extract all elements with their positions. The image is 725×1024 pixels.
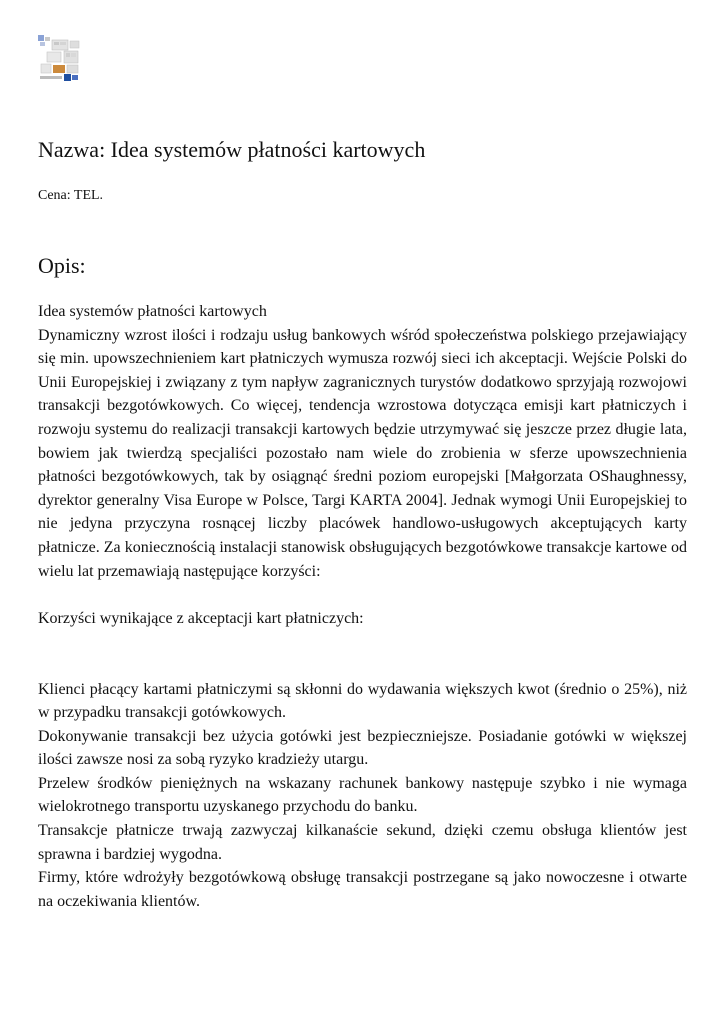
benefit-item: Dokonywanie transakcji bez użycia gotówki jest bezpieczniejsze. Posiadanie gotówki w większej ilości zawsze nosi za sobą ryzyko kradzieży utargu. [38, 727, 687, 769]
benefit-item: Klienci płacący kartami płatniczymi są skłonni do wydawania większych kwot (średnio o 25%), niż w przypadku transakcji gotówkowych. [38, 680, 687, 722]
product-title: Nazwa: Idea systemów płatności kartowych [38, 137, 426, 162]
benefit-item: Transakcje płatnicze trwają zazwyczaj kilkanaście sekund, dzięki czemu obsługa klientów jest sprawna i bardziej wygodna. [38, 822, 687, 863]
description-heading: Opis: [38, 253, 86, 278]
description-subtitle: Idea systemów płatności kartowych [38, 303, 267, 320]
description-body [38, 300, 687, 913]
benefits-heading: Korzyści wynikające z akceptacji kart płatniczych: [38, 609, 364, 627]
benefit-item: Firmy, które wdrożyły bezgotówkową obsługę transakcji postrzegane są jako nowoczesne i otwarte na oczekiwania klientów. [38, 869, 687, 910]
benefit-item: Przelew środków pieniężnych na wskazany rachunek bankowy następuje szybko i nie wymaga wielokrotnego transportu uzyskanego przychodu do banku. [38, 774, 687, 816]
description-intro: Dynamiczny wzrost ilości i rodzaju usług bankowych wśród społeczeństwa polskiego przejawiający się min. upowszechnieniem kart płatniczych wymusza rozwój sieci ich akceptacji. Wejście Polski do Unii Europejskiej i związany z tym napływ zagranicznych turystów dodatkowo sprzyjają rozwojowi transakcji bezgotówkowych. Co więcej, tendencja wzrostowa dotycząca emisji kart płatniczych i rozwoju systemu do realizacji transakcji kartowych będzie utrzymywać się jeszcze przez długie lata, bowiem jak twierdzą specjaliści pozostało nam wiele do zrobienia w sferze upowszechnienia płatności bezgotówkowych, tak by osiągnąć średni poziom europejski [Małgorzata OShaughnessy, dyrektor generalny Visa Europe w Polsce, Targi KARTA 2004]. Jednak wymogi Unii Europejskiej to nie jedyna przyczyna rosnącej liczby placówek handlowo-usługowych akceptujących karty płatnicze. Za koniecznością instalacji stanowisk obsługujących bezgotówkowe transakcje kartowe od wielu lat przemawiają następujące korzyści: [38, 326, 687, 580]
product-price: Cena: TEL. [38, 188, 104, 203]
company-logo-icon [37, 34, 83, 82]
